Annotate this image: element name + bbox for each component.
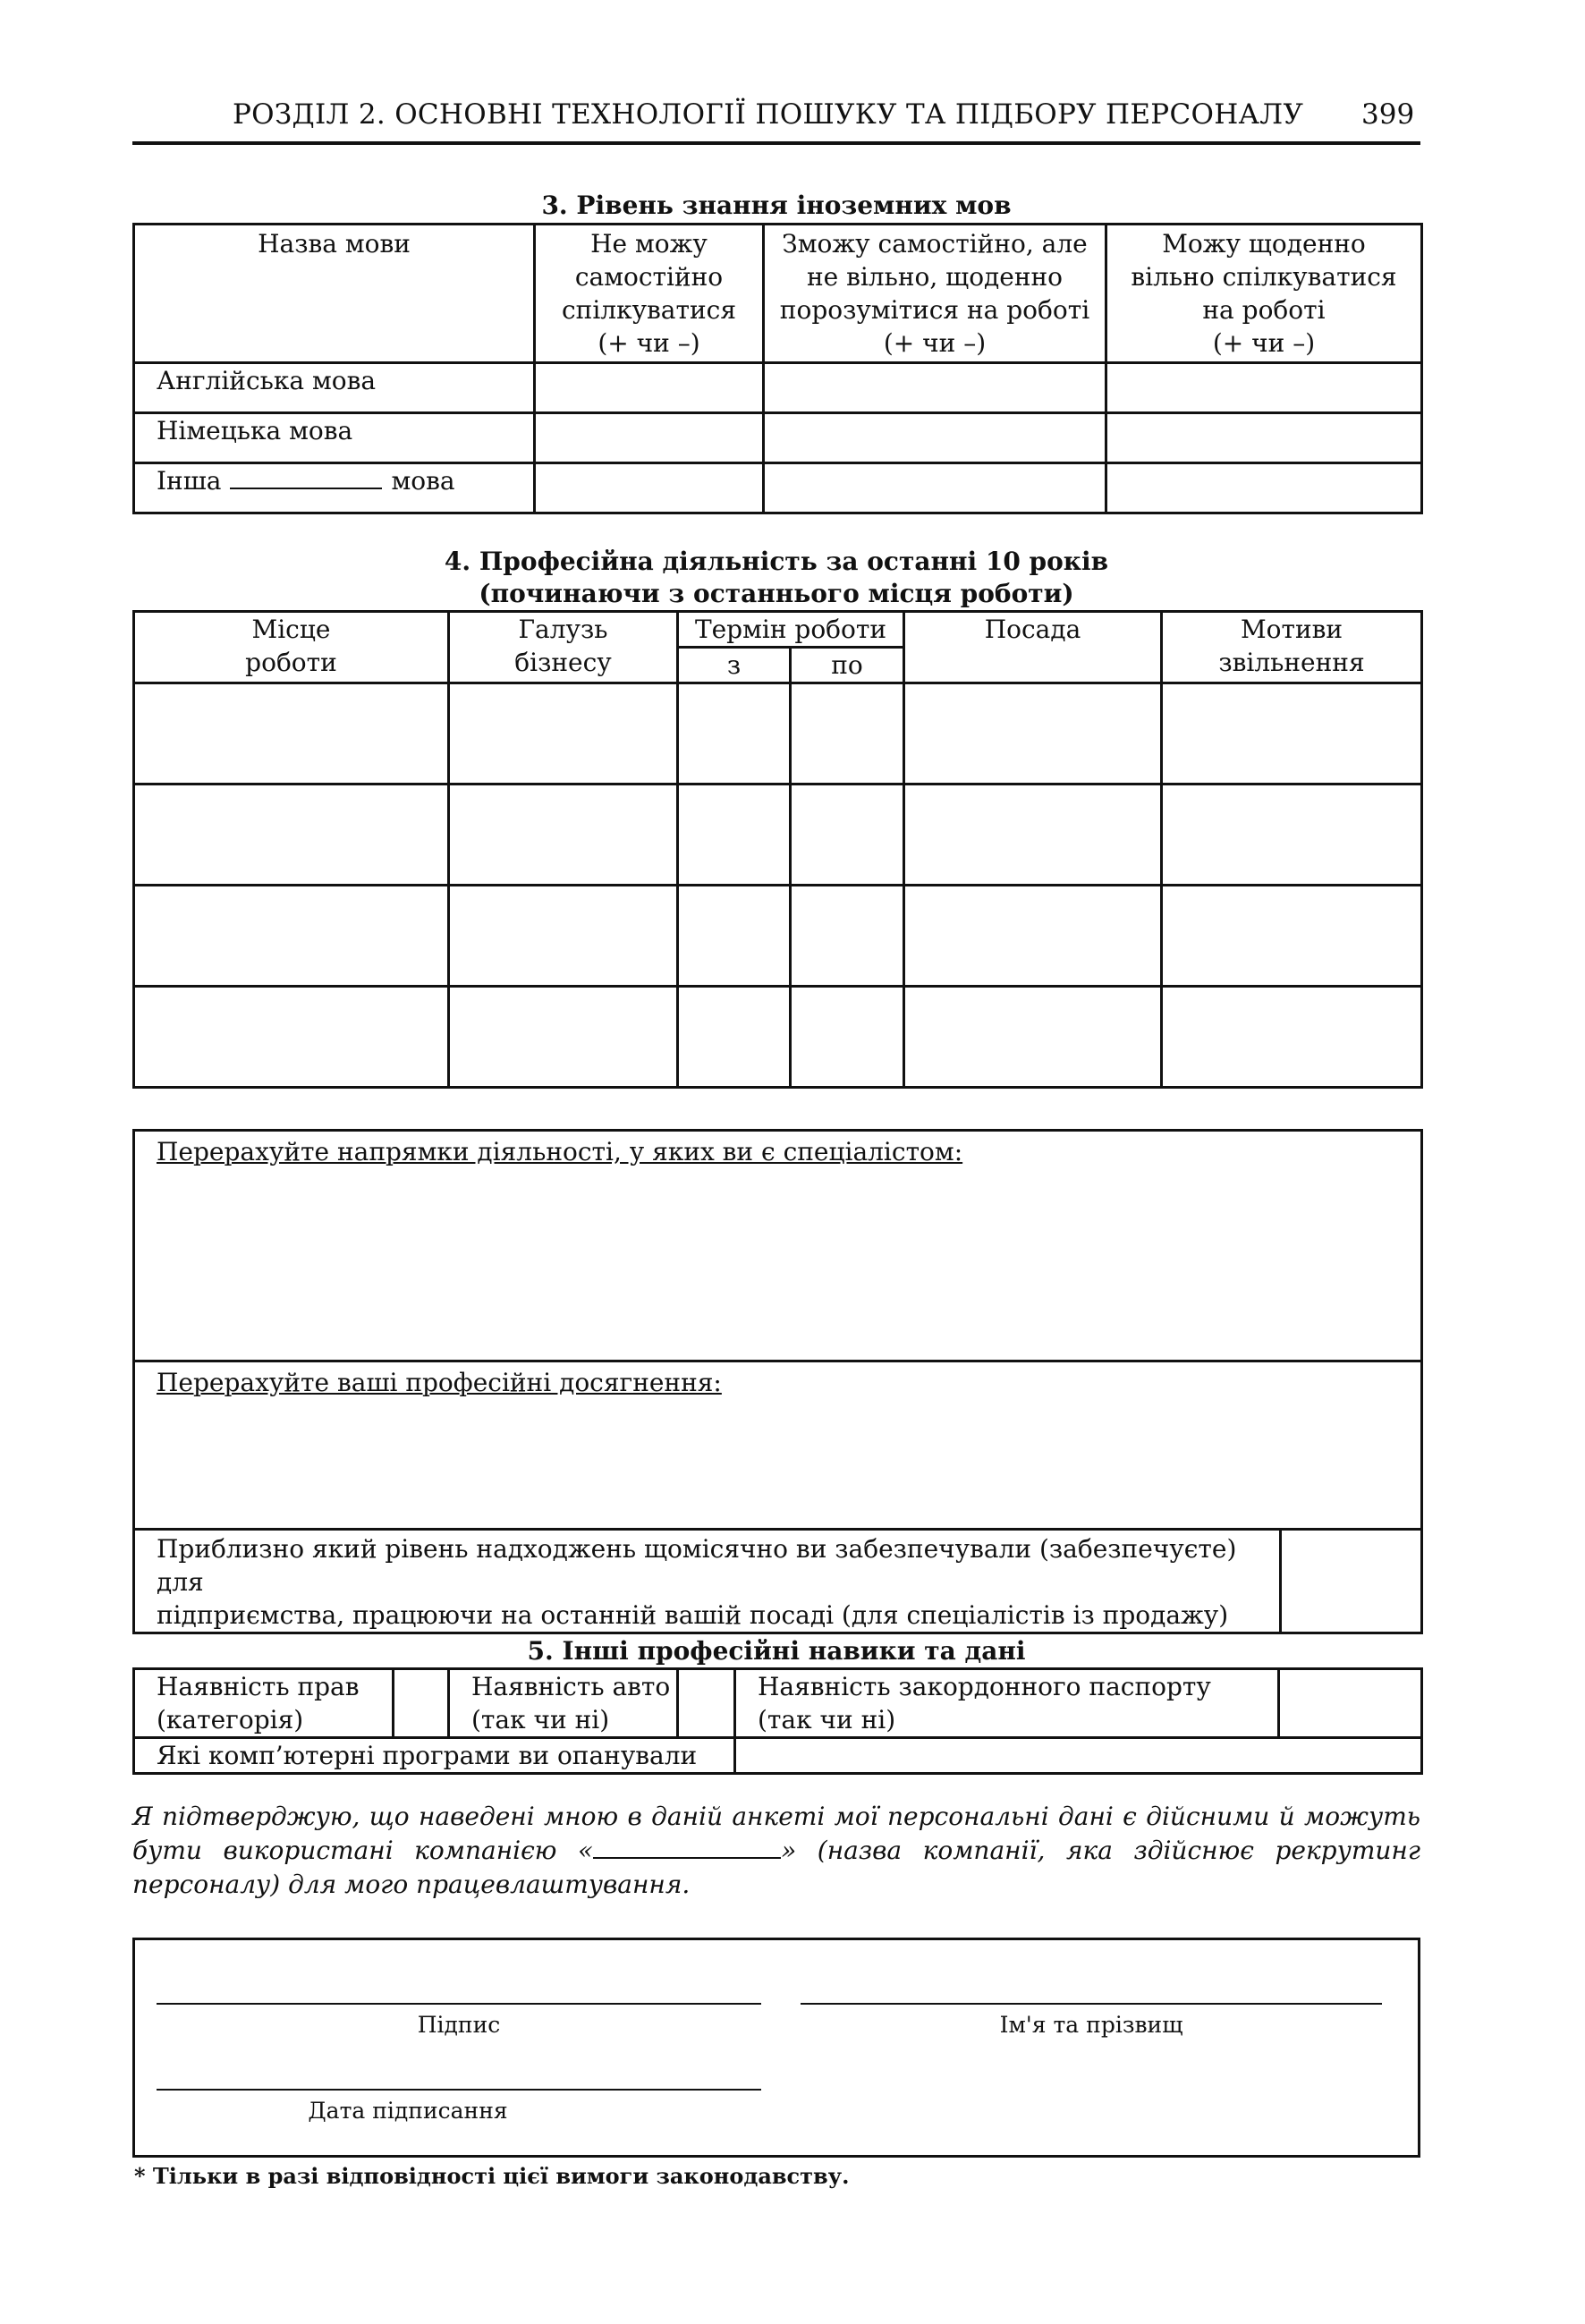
footnote: * Тільки в разі відповідності цієї вимоги законодавству. — [134, 2163, 850, 2189]
input-cell[interactable] — [678, 683, 791, 785]
input-cell[interactable] — [449, 683, 678, 785]
col-can-not-fluent: Зможу самостійно, але не вільно, щоденно порозумітися на роботі (+ чи –) — [764, 225, 1106, 363]
input-cell[interactable] — [449, 886, 678, 987]
car-label: Наявність авто (так чи ні) — [449, 1669, 678, 1738]
software-row — [134, 1738, 1422, 1774]
col-place: Місце роботи — [134, 612, 449, 683]
signature-line[interactable] — [157, 2003, 761, 2005]
input-cell[interactable] — [1162, 987, 1422, 1088]
row-label-english: Англійська мова — [134, 363, 535, 413]
other-skills-table — [132, 1667, 1423, 1775]
passport-label: Наявність закордонного паспорту (так чи ні) — [735, 1669, 1279, 1738]
date-line[interactable] — [157, 2089, 761, 2091]
areas-row[interactable] — [134, 1131, 1422, 1361]
col-position: Посада — [904, 612, 1162, 683]
row-label-german: Німецька мова — [134, 413, 535, 463]
license-label: Наявність прав (категорія) — [134, 1669, 394, 1738]
col-cannot: Не можу самостійно спілкуватися (+ чи –) — [535, 225, 764, 363]
col-term: Термін роботи — [678, 612, 904, 648]
achievements-question[interactable]: Перерахуйте ваші професійні досягнення: — [134, 1361, 1422, 1530]
input-cell[interactable] — [678, 886, 791, 987]
section3-title: 3. Рівень знання іноземних мов — [541, 191, 1012, 220]
col-from: з — [678, 648, 791, 683]
car-answer-cell[interactable] — [678, 1669, 735, 1738]
input-cell[interactable] — [134, 987, 449, 1088]
input-cell[interactable] — [904, 683, 1162, 785]
col-to: по — [791, 648, 904, 683]
table-row — [134, 683, 1422, 785]
languages-header-row — [134, 225, 1422, 363]
table-row — [134, 886, 1422, 987]
table-row — [134, 785, 1422, 886]
questions-table — [132, 1129, 1423, 1634]
income-row — [134, 1530, 1422, 1633]
section4-title: 4. Професійна діяльність за останні 10 років (починаючи з останнього місця роботи) — [444, 547, 1109, 608]
section5-title: 5. Інші професійні навики та дані — [527, 1636, 1026, 1666]
passport-answer-cell[interactable] — [1279, 1669, 1422, 1738]
languages-table — [132, 223, 1423, 514]
table-row — [134, 413, 1422, 463]
input-cell[interactable] — [1106, 413, 1422, 463]
input-cell[interactable] — [764, 413, 1106, 463]
input-cell[interactable] — [1106, 463, 1422, 513]
header-rule — [132, 141, 1420, 145]
areas-question[interactable]: Перерахуйте напрямки діяльності, у яких ви є спеціалістом: — [134, 1131, 1422, 1361]
input-cell[interactable] — [791, 683, 904, 785]
company-name-blank[interactable] — [593, 1836, 781, 1859]
input-cell[interactable] — [764, 363, 1106, 413]
full-name-label: Ім'я та прізвищ — [999, 2012, 1183, 2038]
skills-row — [134, 1669, 1422, 1738]
col-reasons: Мотиви звільнення — [1162, 612, 1422, 683]
work-history-table — [132, 610, 1423, 1089]
confirmation-text: Я підтверджую, що наведені мною в даній анкеті мої персональні дані є дійсними й можуть бути використані компанією « » (назва компанії, яка здійснює рекрутинг персоналу) для мого працевлаштування. — [132, 1802, 1421, 1899]
input-cell[interactable] — [904, 886, 1162, 987]
row-label-other: Інша мова — [134, 463, 535, 513]
input-cell[interactable] — [791, 987, 904, 1088]
input-cell[interactable] — [1162, 683, 1422, 785]
license-answer-cell[interactable] — [394, 1669, 449, 1738]
table-row — [134, 463, 1422, 513]
date-label: Дата підписання — [308, 2098, 508, 2124]
input-cell[interactable] — [1106, 363, 1422, 413]
signature-box — [132, 1938, 1420, 2158]
input-cell[interactable] — [1162, 886, 1422, 987]
achievements-row[interactable] — [134, 1361, 1422, 1530]
chapter-title: РОЗДІЛ 2. ОСНОВНІ ТЕХНОЛОГІЇ ПОШУКУ ТА ПІДБОРУ ПЕРСОНАЛУ — [233, 98, 1304, 131]
input-cell[interactable] — [904, 785, 1162, 886]
input-cell[interactable] — [904, 987, 1162, 1088]
input-cell[interactable] — [449, 785, 678, 886]
col-language-name: Назва мови — [134, 225, 535, 363]
software-answer-cell[interactable] — [735, 1738, 1422, 1774]
input-cell[interactable] — [764, 463, 1106, 513]
full-name-line[interactable] — [801, 2003, 1382, 2005]
input-cell[interactable] — [791, 886, 904, 987]
input-cell[interactable] — [535, 413, 764, 463]
income-answer-cell[interactable] — [1281, 1530, 1422, 1633]
input-cell[interactable] — [134, 785, 449, 886]
input-cell[interactable] — [134, 683, 449, 785]
input-cell[interactable] — [449, 987, 678, 1088]
col-fluent: Можу щоденно вільно спілкуватися на роботі (+ чи –) — [1106, 225, 1422, 363]
software-label: Які комп’ютерні програми ви опанували — [134, 1738, 735, 1774]
input-cell[interactable] — [791, 785, 904, 886]
col-industry: Галузь бізнесу — [449, 612, 678, 683]
signature-label: Підпис — [417, 2012, 501, 2038]
table-row — [134, 363, 1422, 413]
input-cell[interactable] — [535, 463, 764, 513]
input-cell[interactable] — [535, 363, 764, 413]
input-cell[interactable] — [1162, 785, 1422, 886]
input-cell[interactable] — [134, 886, 449, 987]
table-row — [134, 987, 1422, 1088]
work-header-row — [134, 612, 1422, 648]
input-cell[interactable] — [678, 785, 791, 886]
input-cell[interactable] — [678, 987, 791, 1088]
other-language-blank[interactable] — [230, 464, 382, 489]
income-question: Приблизно який рівень надходжень щомісячно ви забезпечували (забезпечуєте) для підприємства, працюючи на останній вашій посаді (для спеціалістів із продажу) — [134, 1530, 1281, 1633]
page-number: 399 — [1361, 98, 1415, 131]
